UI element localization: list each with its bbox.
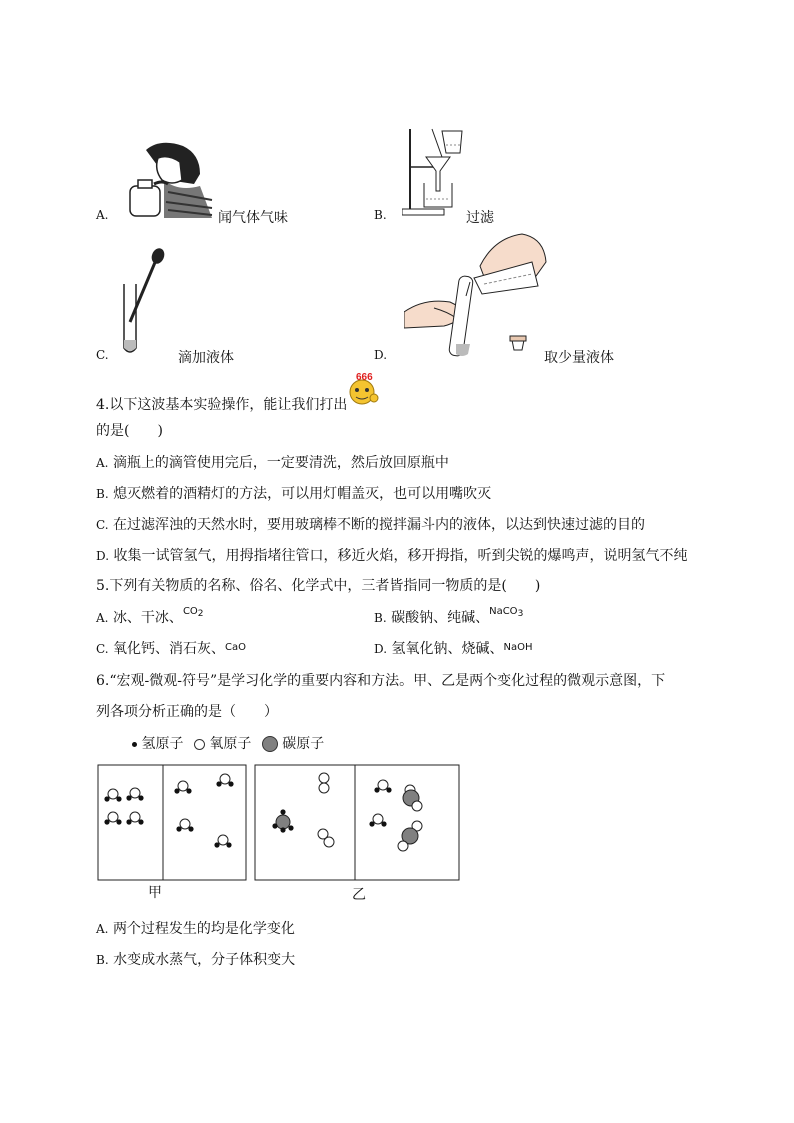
q4-option-a (96, 452, 449, 472)
option-c-image (116, 248, 168, 356)
q5-option-b (374, 607, 523, 627)
legend-carbon: 碳原子 (282, 736, 325, 752)
hydrogen-atom-icon (132, 742, 137, 747)
option-letter: B. (374, 611, 387, 625)
q4-stem-2: 的是( ) (96, 423, 163, 439)
q6-option-b (96, 949, 295, 969)
option-text: 滴瓶上的滴管使用完后，一定要清洗，然后放回原瓶中 (112, 455, 449, 471)
option-d-letter: D. (374, 348, 388, 362)
micro-diagram (97, 764, 461, 882)
carbon-atom-icon (262, 736, 278, 752)
option-text: 冰、干冰、 (112, 610, 183, 626)
option-letter: D. (374, 642, 388, 656)
label-yi: 乙 (352, 887, 366, 903)
formula: CO2 (182, 606, 204, 619)
option-text: 熄灭燃着的酒精灯的方法，可以用灯帽盖灭，也可以用嘴吹灭 (113, 486, 492, 502)
option-text: 两个过程发生的均是化学变化 (112, 921, 295, 937)
option-letter: A. (96, 611, 109, 625)
option-c-caption: 滴加液体 (178, 350, 234, 366)
option-a-image (128, 140, 218, 218)
q6-stem-1: 6.“宏观-微观-符号”是学习化学的重要内容和方法。甲、乙是两个变化过程的微观示意图，下 (96, 673, 666, 689)
legend-oxygen: 氧原子 (209, 736, 252, 752)
option-letter: B. (96, 953, 109, 967)
q4-stem (96, 394, 347, 414)
q6-option-a (96, 918, 295, 938)
option-text: 在过滤浑浊的天然水时，要用玻璃棒不断的搅拌漏斗内的液体，以达到快速过滤的目的 (113, 517, 646, 533)
option-d-image (404, 232, 552, 358)
option-b-letter: B. (374, 208, 387, 222)
formula: NaCO3 (489, 606, 524, 619)
q4-option-d (96, 545, 687, 565)
option-c-letter: C. (96, 348, 109, 362)
option-text: 氧化钙、消石灰、 (113, 641, 226, 657)
option-a-letter: A. (96, 208, 109, 222)
dropper-icon (116, 248, 168, 356)
option-letter: C. (96, 518, 109, 532)
option-letter: A. (96, 922, 109, 936)
molecule-diagram-svg (97, 764, 461, 882)
option-b-image (402, 127, 464, 219)
option-text: 氢氧化钠、烧碱、 (391, 641, 504, 657)
666-emoji (346, 370, 380, 406)
option-text: 水变成水蒸气，分子体积变大 (113, 952, 296, 968)
option-letter: A. (96, 456, 109, 470)
emoji-text: 666 (356, 372, 373, 383)
atom-legend (132, 733, 324, 753)
q5-option-a (96, 607, 204, 627)
q6-stem-2: 列各项分析正确的是（ ） (96, 704, 278, 720)
option-a-caption: 闻气体气味 (218, 210, 288, 226)
pouring-liquid-icon (404, 232, 552, 358)
option-letter: B. (96, 487, 109, 501)
q5-stem: 5.下列有关物质的名称、俗名、化学式中，三者皆指同一物质的是( ) (96, 578, 541, 594)
formula: NaOH (503, 642, 533, 653)
option-text: 收集一试管氢气，用拇指堵往管口，移近火焰，移开拇指，听到尖锐的爆鸣声，说明氢气不纯 (113, 548, 688, 564)
option-b-caption: 过滤 (466, 210, 494, 226)
option-d-caption: 取少量液体 (544, 350, 614, 366)
label-jia: 甲 (148, 885, 162, 901)
q4-option-c (96, 514, 645, 534)
filtration-apparatus-icon (402, 127, 464, 219)
q4-stem-part1: 4.以下这波基本实验操作，能让我们打出 (96, 397, 348, 413)
formula: CaO (225, 642, 247, 653)
q5-option-d (374, 638, 532, 658)
q5-option-c (96, 638, 246, 658)
option-letter: D. (96, 549, 110, 563)
person-smelling-icon (128, 140, 218, 218)
q4-option-b (96, 483, 491, 503)
oxygen-atom-icon (194, 739, 205, 750)
option-letter: C. (96, 642, 109, 656)
legend-hydrogen: 氢原子 (141, 736, 184, 752)
option-text: 碳酸钠、纯碱、 (391, 610, 490, 626)
